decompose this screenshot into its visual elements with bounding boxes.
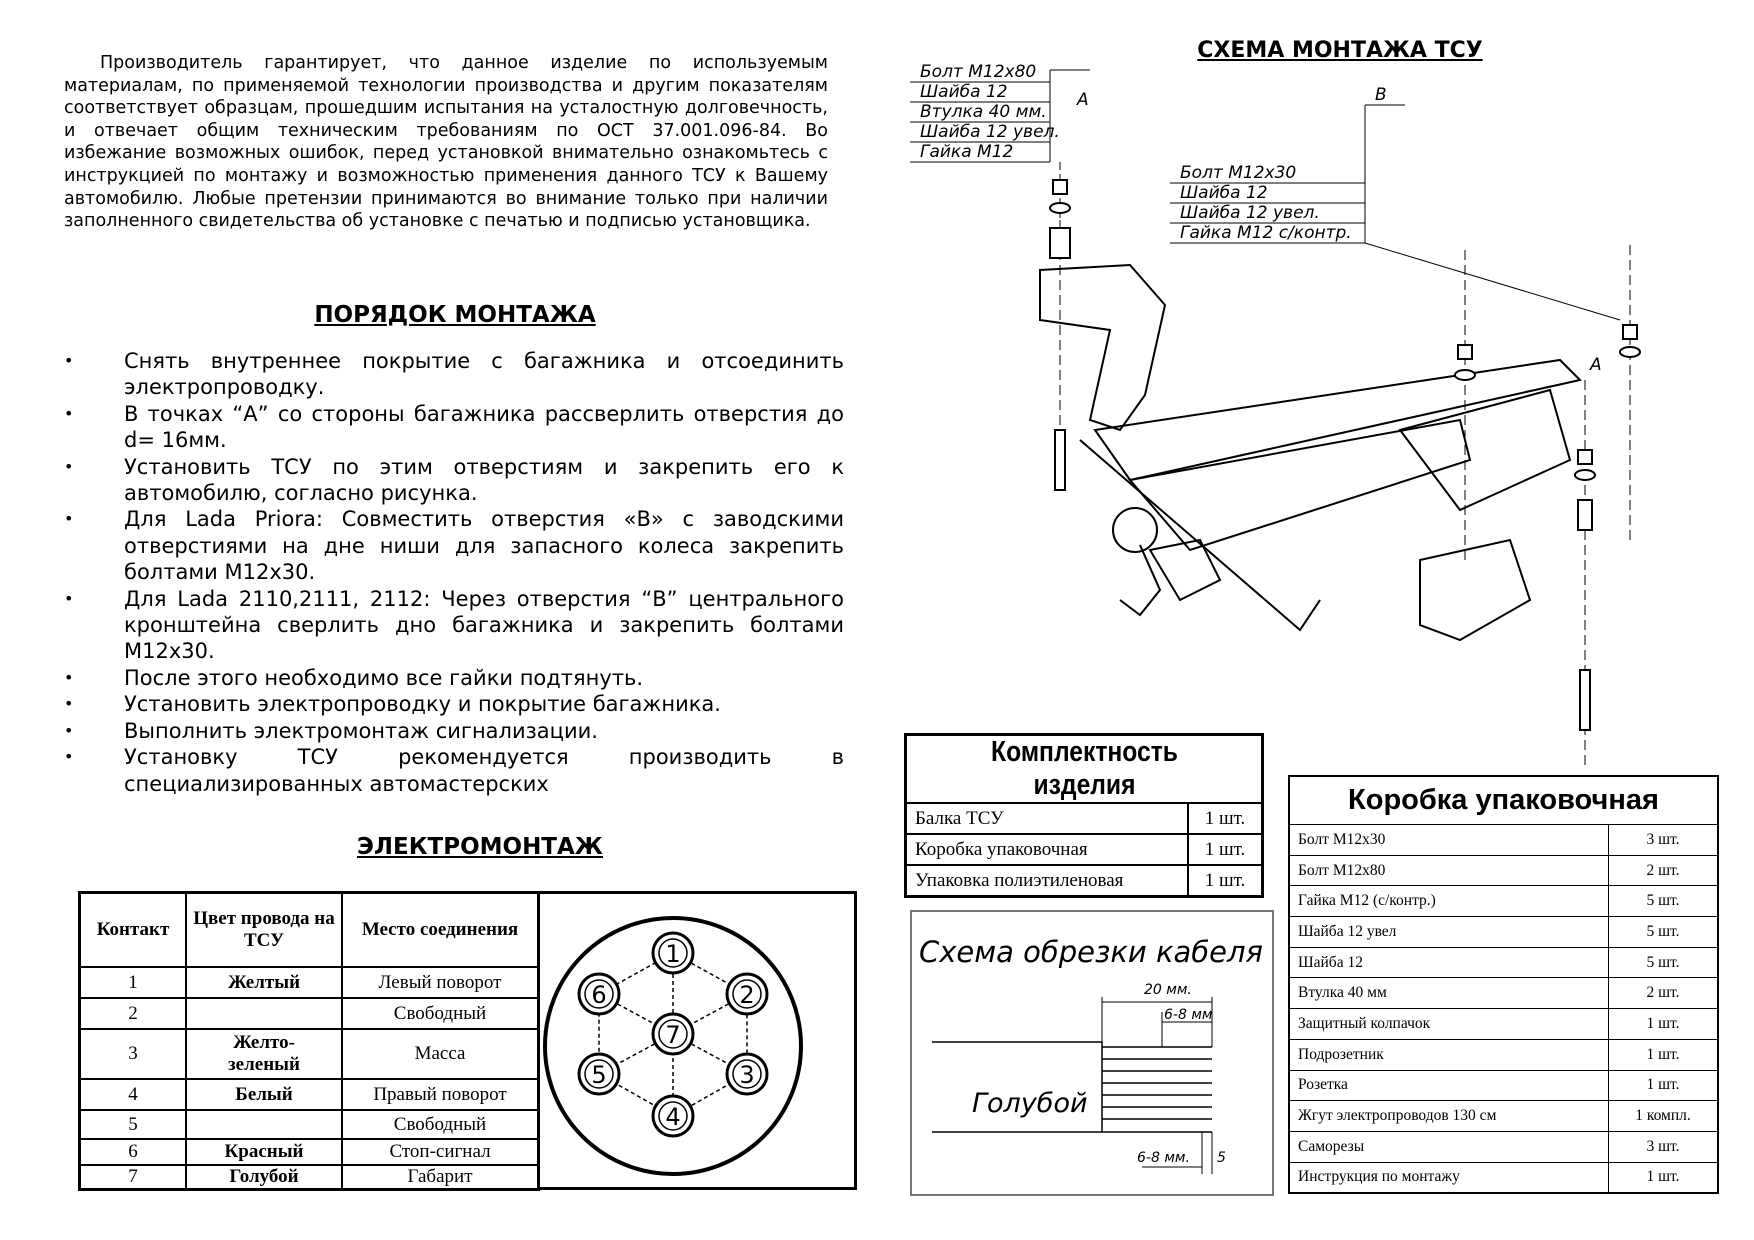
cell: Желто-зеленый <box>186 1029 342 1079</box>
cell: Шайба 12 <box>1289 947 1609 978</box>
scheme-title: СХЕМА МОНТАЖА ТСУ <box>1197 38 1483 63</box>
cell: Красный <box>186 1139 342 1165</box>
cell: Защитный колпачок <box>1289 1009 1609 1040</box>
pin-label: 4 <box>665 1103 681 1131</box>
cell: Втулка 40 мм <box>1289 978 1609 1009</box>
cell: 2 шт. <box>1609 855 1719 886</box>
electro-title: ЭЛЕКТРОМОНТАЖ <box>357 834 603 860</box>
step: • Для Lada Priora: Совместить отверстия «В» с заводскими отверстиями на дне ниши для запасного колеса закрепить болтами М12х30. <box>64 506 844 585</box>
step: • Установку ТСУ рекомендуется производить в специализированных автомастерских <box>64 744 844 797</box>
part-a: Болт М12х80 <box>920 62 1037 82</box>
cell: Жгут электропроводов 130 см <box>1289 1101 1609 1132</box>
electro-table <box>78 891 540 1191</box>
cell: 1 компл. <box>1609 1101 1719 1132</box>
part-b: Шайба 12 <box>1180 183 1268 203</box>
cell: 4 <box>80 1079 187 1110</box>
step: • В точках “А” со стороны багажника рассверлить отверстия до d= 16мм. <box>64 401 844 454</box>
cell: Болт М12х80 <box>1289 855 1609 886</box>
cell: Стоп-сигнал <box>342 1139 539 1165</box>
cell: 1 шт. <box>1188 803 1263 834</box>
step: • Для Lada 2110,2111, 2112: Через отверстия “В” центрального кронштейна сверлить дно багажника и закрепить болтами М12х30. <box>64 586 844 665</box>
col-place: Место соединения <box>342 893 539 968</box>
cell: 5 <box>80 1110 187 1139</box>
socket-svg <box>540 894 854 1190</box>
cell: Голубой <box>186 1165 342 1190</box>
label-a-right: А <box>1590 355 1602 375</box>
step: • Установить ТСУ по этим отверстиям и закрепить его к автомобилю, согласно рисунка. <box>64 454 844 507</box>
cell: Белый <box>186 1079 342 1110</box>
cell: Желтый <box>186 967 342 998</box>
cell: Масса <box>342 1029 539 1079</box>
cell: Подрозетник <box>1289 1039 1609 1070</box>
kit-title: Комплектность изделия <box>932 735 1235 804</box>
cell: 1 шт. <box>1609 1070 1719 1101</box>
cable-wire-label: Голубой <box>972 1088 1088 1119</box>
col-color: Цвет провода на ТСУ <box>186 893 342 968</box>
cell: Болт М12х30 <box>1289 825 1609 856</box>
cell: 3 шт. <box>1609 825 1719 856</box>
box-title: Коробка упаковочная <box>1289 776 1718 825</box>
cell <box>186 998 342 1029</box>
part-b: Шайба 12 увел. <box>1180 203 1320 223</box>
cable-title: Схема обрезки кабеля <box>919 935 1263 969</box>
cell: Упаковка полиэтиленовая <box>906 865 1189 897</box>
cable-dim: 5 <box>1217 1150 1226 1166</box>
cell: 1 шт. <box>1188 834 1263 865</box>
label-a-top: А <box>1077 90 1089 110</box>
cable-dim: 6-8 мм. <box>1137 1150 1190 1166</box>
cell: Левый поворот <box>342 967 539 998</box>
cable-svg <box>912 912 1270 1192</box>
step: • Выполнить электромонтаж сигнализации. <box>64 718 844 744</box>
cell <box>186 1110 342 1139</box>
pin-label: 1 <box>665 940 681 968</box>
part-a: Втулка 40 мм. <box>920 102 1047 122</box>
cell: 7 <box>80 1165 187 1190</box>
cell: Коробка упаковочная <box>906 834 1189 865</box>
cell: 1 шт. <box>1609 1039 1719 1070</box>
cell: Розетка <box>1289 1070 1609 1101</box>
socket-diagram <box>540 891 857 1190</box>
cell: 1 шт. <box>1609 1009 1719 1040</box>
cable-dim: 6-8 мм <box>1164 1007 1213 1023</box>
towbar-drawing <box>900 40 1680 770</box>
cell: 1 шт. <box>1609 1162 1719 1193</box>
step: • Снять внутреннее покрытие с багажника и отсоединить электропроводку. <box>64 348 844 401</box>
part-a: Шайба 12 <box>920 82 1008 102</box>
pin-label: 6 <box>591 981 607 1009</box>
label-b: В <box>1375 85 1387 105</box>
box-table <box>1288 775 1719 1194</box>
pin-label: 3 <box>739 1061 755 1089</box>
cell: Габарит <box>342 1165 539 1190</box>
cell: 3 шт. <box>1609 1131 1719 1162</box>
cell: Саморезы <box>1289 1131 1609 1162</box>
cell: 1 шт. <box>1188 865 1263 897</box>
intro-text: Производитель гарантирует, что данное изделие по используемым материалам, по применяемой технологии производства и другим показателям соответствует образцам, прошедшим испытания на усталостную долговечность, и отвечает общим техническим требованиям по ОСТ 37.001.096-84. Во избежание возможных ошибок, перед установкой внимательно ознакомьтесь с инструкцией по монтажу и возможностью применения данного ТСУ к Вашему автомобилю. Любые претензии принимаются во внимание только при наличии заполненного свидетельства об установке с печатью и подписью установщика. <box>64 53 828 232</box>
cell: 1 <box>80 967 187 998</box>
part-b: Гайка М12 с/контр. <box>1180 223 1352 243</box>
cell: Балка ТСУ <box>906 803 1189 834</box>
cell: Правый поворот <box>342 1079 539 1110</box>
part-a: Шайба 12 увел. <box>920 122 1060 142</box>
cell: 5 шт. <box>1609 947 1719 978</box>
pin-label: 7 <box>665 1021 681 1049</box>
kit-table <box>904 733 1264 898</box>
pin-label: 2 <box>739 981 755 1009</box>
cell: 3 <box>80 1029 187 1079</box>
part-a: Гайка М12 <box>920 142 1014 162</box>
step: • Установить электропроводку и покрытие багажника. <box>64 691 844 717</box>
montage-steps <box>64 348 844 797</box>
part-b: Болт М12х30 <box>1180 163 1297 183</box>
step: • После этого необходимо все гайки подтянуть. <box>64 665 844 691</box>
cell: Гайка М12 (с/контр.) <box>1289 886 1609 917</box>
cell: Шайба 12 увел <box>1289 917 1609 948</box>
cell: 5 шт. <box>1609 886 1719 917</box>
cell: 2 <box>80 998 187 1029</box>
cell: Свободный <box>342 998 539 1029</box>
pin-label: 5 <box>591 1061 607 1089</box>
cable-diagram <box>910 910 1274 1196</box>
cell: Свободный <box>342 1110 539 1139</box>
cell: 2 шт. <box>1609 978 1719 1009</box>
col-contact: Контакт <box>80 893 187 968</box>
cell: 6 <box>80 1139 187 1165</box>
cell: 5 шт. <box>1609 917 1719 948</box>
cable-dim: 20 мм. <box>1144 982 1192 998</box>
cell: Инструкция по монтажу <box>1289 1162 1609 1193</box>
montage-title: ПОРЯДОК МОНТАЖА <box>314 302 596 328</box>
